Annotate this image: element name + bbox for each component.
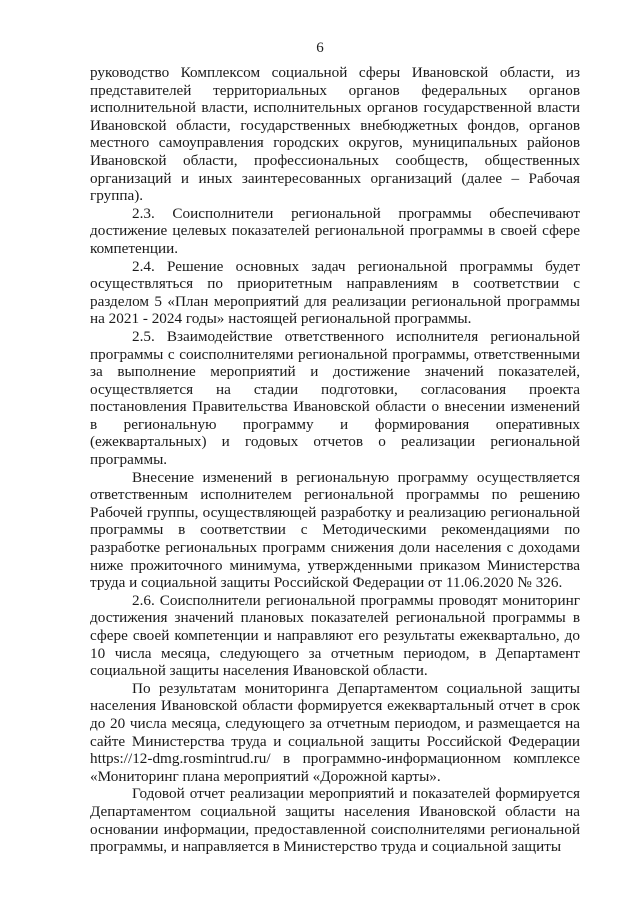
paragraph-2-4: 2.4. Решение основных задач региональной программы будет осуществляться по приоритетным направлениям в соответствии с разделом 5 «План мероприятий для реализации региональной программы на 2021 - 2024 годы» настоящей региональной программы. [90,257,580,328]
paragraph-2-6: 2.6. Соисполнители региональной программы проводят мониторинг достижения значений плановых показателей региональной программы в сфере своей компетенции и направляют его результаты ежеквартально, до 10 числа месяца, следующего за отчетным периодом, в Департамент социальной защиты населения Ивановской области. [90,591,580,680]
paragraph-working-group: руководство Комплексом социальной сферы Ивановской области, из представителей территориальных органов федеральных органов исполнительной власти, исполнительных органов государственной власти Ивановской области, государственных внебюджетных фондов, органов местного самоуправления городских округов, муниципальных районов Ивановской области, профессиональных сообществ, общественных организаций и иных заинтересованных организаций (далее – Рабочая группа). [90,64,580,205]
document-body [90,64,580,856]
paragraph-2-5: 2.5. Взаимодействие ответственного исполнителя региональной программы с соисполнителями региональной программы, ответственными за выполнение мероприятий и достижение значений показателей, осуществляется на стадии подготовки, согласования проекта постановления Правительства Ивановской области о внесении изменений в региональную программу и формирования оперативных (ежеквартальных) и годовых отчетов о реализации региональной программы. [90,327,580,469]
paragraph-annual-report: Годовой отчет реализации мероприятий и показателей формируется Департаментом социальной защиты населения Ивановской области на основании информации, предоставленной соисполнителями региональной программы, и направляется в Министерство труда и социальной защиты [90,785,580,856]
paragraph-amendments: Внесение изменений в региональную программу осуществляется ответственным исполнителем региональной программы по решению Рабочей группы, осуществляющей разработку и реализацию региональной программы в соответствии с Методическими рекомендациями по разработке региональных программ снижения доли населения с доходами ниже прожиточного минимума, утвержденными приказом Министерства труда и социальной защиты Российской Федерации от 11.06.2020 № 326. [90,468,580,592]
paragraph-monitoring-report: По результатам мониторинга Департаментом социальной защиты населения Ивановской области формируется ежеквартальный отчет в срок до 20 числа месяца, следующего за отчетным периодом, и размещается на сайте Министерства труда и социальной защиты Российской Федерации https://12-dmg.rosmintrud.ru/ в программно-информационном комплексе «Мониторинг плана мероприятий «Дорожной карты». [90,679,580,785]
page-number: 6 [316,40,324,56]
paragraph-2-3: 2.3. Соисполнители региональной программы обеспечивают достижение целевых показателей региональной программы в своей сфере компетенции. [90,204,580,257]
